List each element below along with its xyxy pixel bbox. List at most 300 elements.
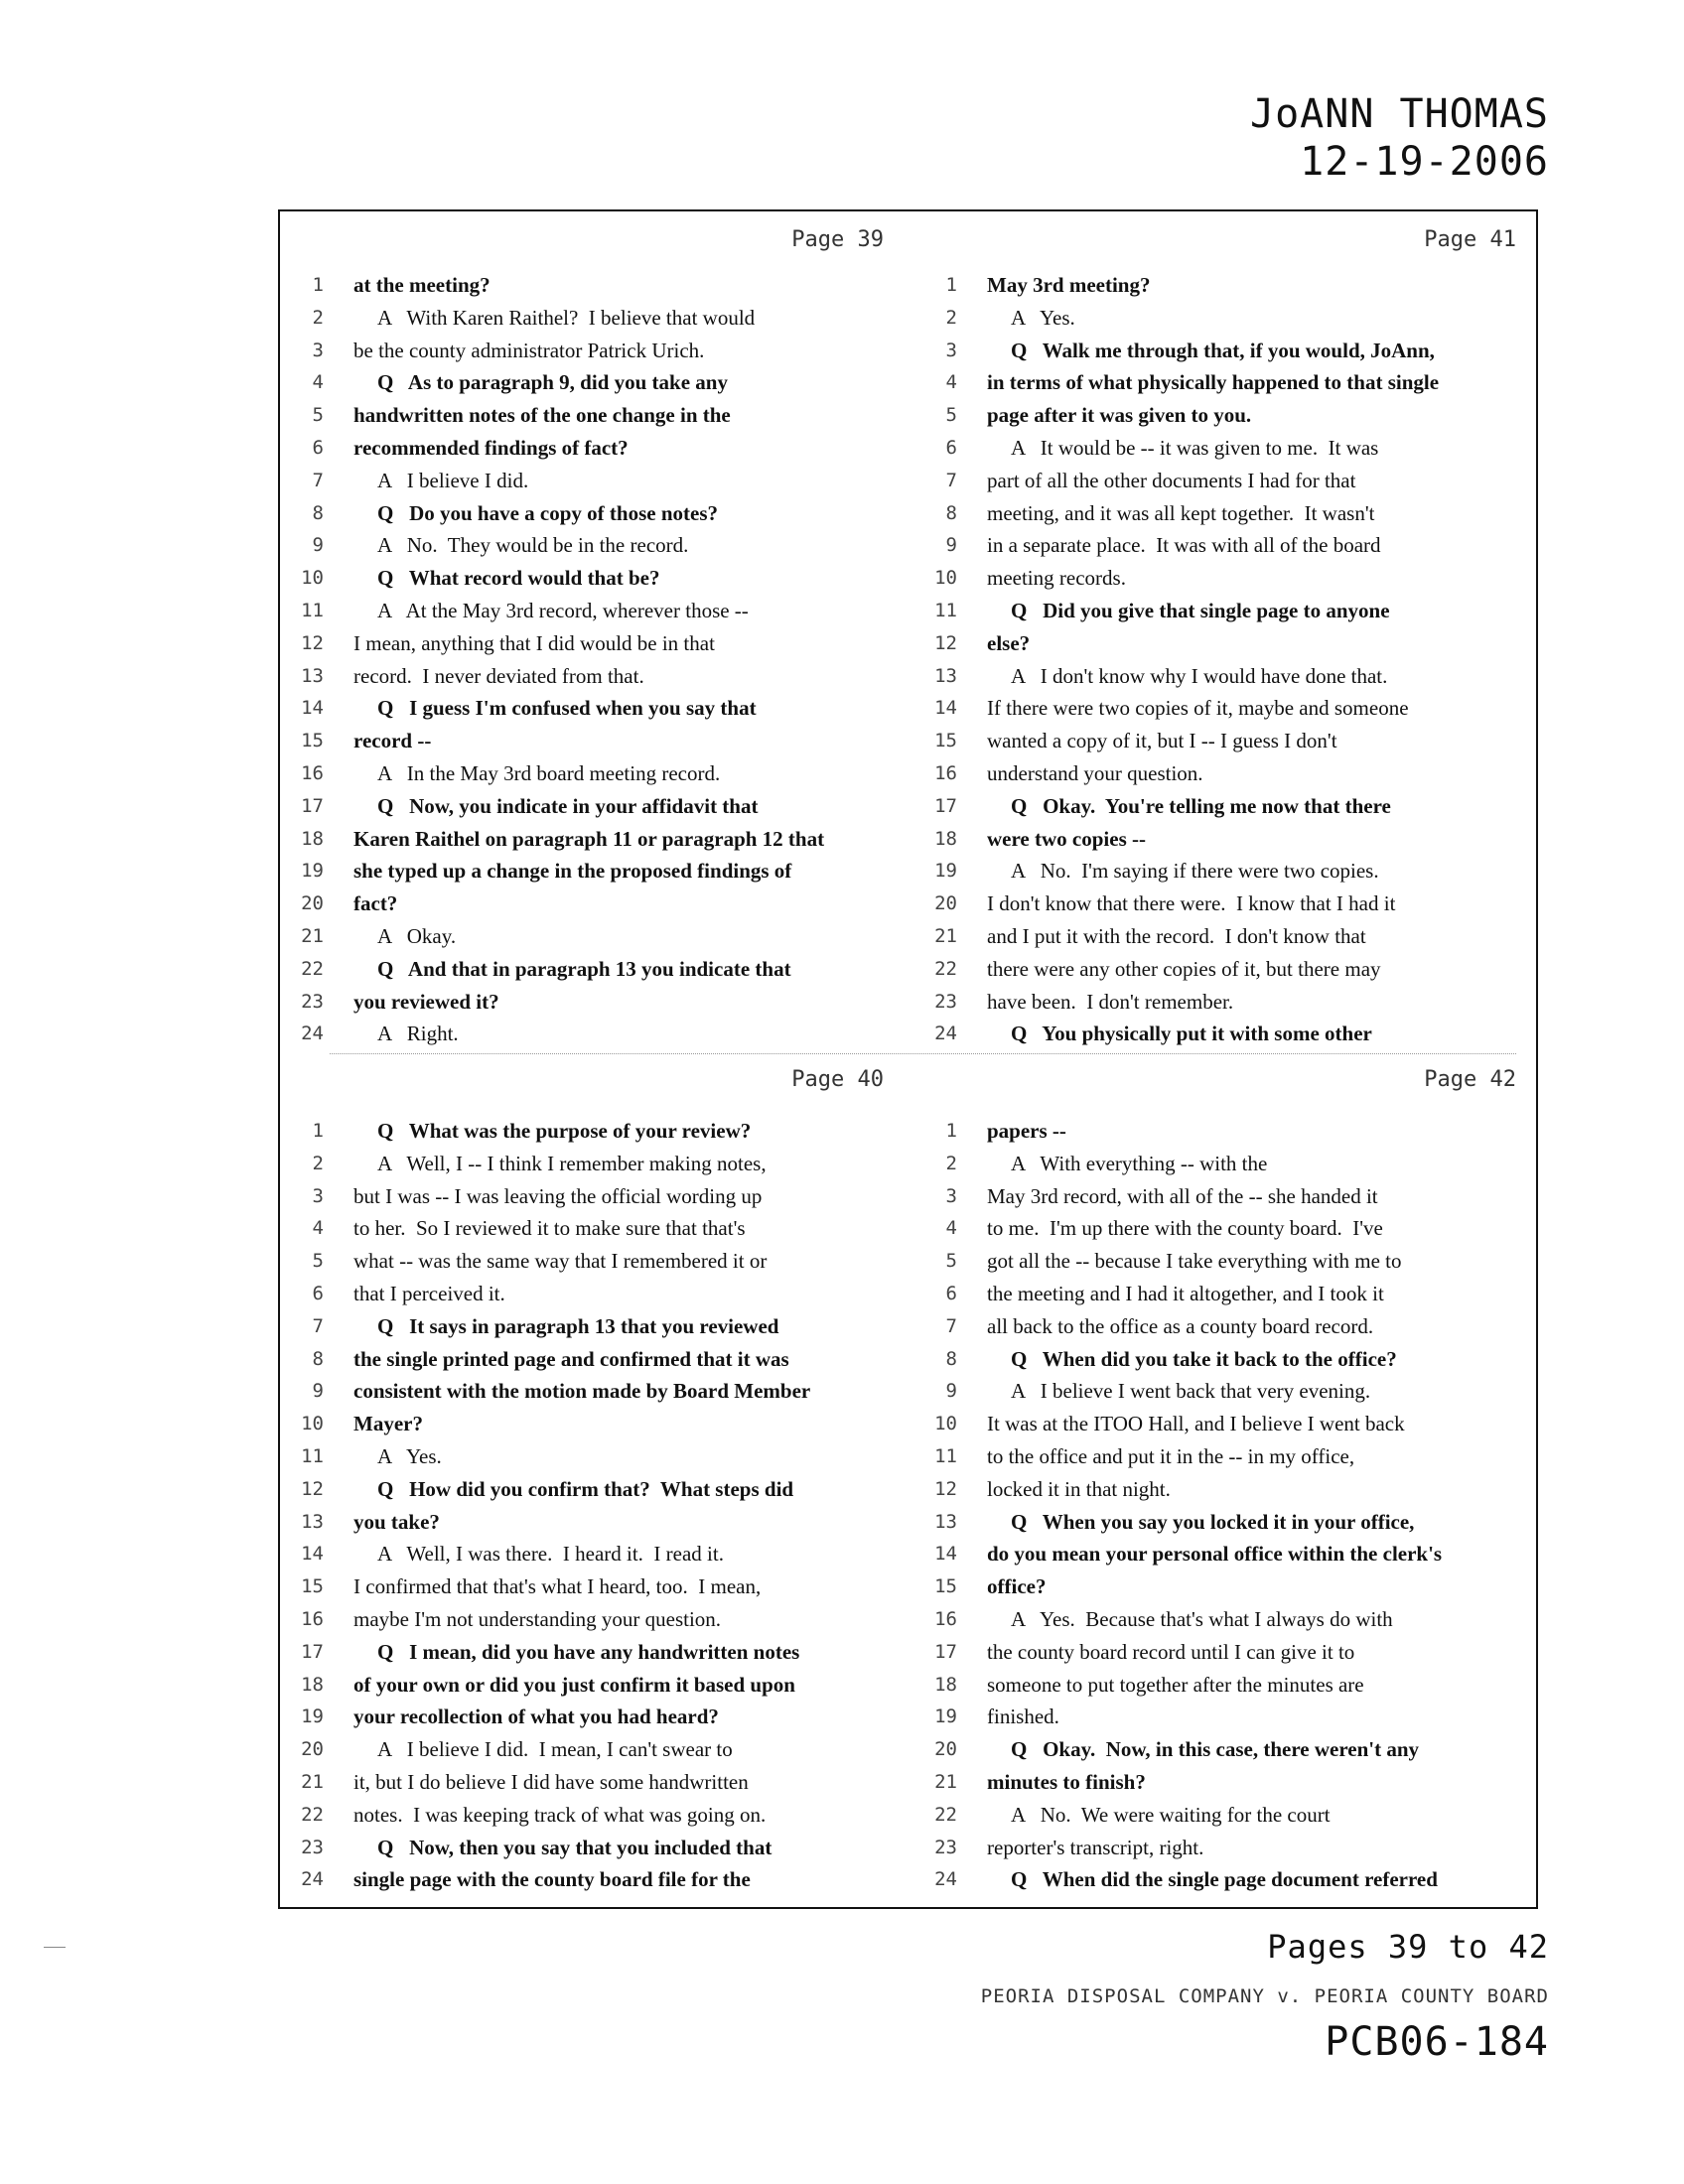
transcript-line	[294, 1278, 908, 1310]
transcript-line	[294, 1733, 908, 1766]
transcript-line	[294, 692, 908, 725]
line-number: 8	[945, 501, 957, 524]
line-number: 16	[301, 761, 324, 784]
line-text: A Yes.	[1011, 305, 1075, 330]
line-text: I mean, anything that I did would be in that	[353, 630, 715, 655]
line-text: the county board record until I can give it to	[987, 1639, 1355, 1664]
line-number: 11	[301, 599, 324, 621]
line-text: record. I never deviated from that.	[353, 663, 644, 688]
transcript-line	[927, 986, 1540, 1019]
transcript-line	[294, 335, 908, 367]
line-text: papers --	[987, 1119, 1066, 1143]
line-text: fact?	[353, 891, 398, 916]
line-text: wanted a copy of it, but I -- I guess I don't	[987, 729, 1337, 753]
line-number: 24	[934, 1023, 957, 1045]
line-text: Q When did you take it back to the office?	[1011, 1346, 1397, 1371]
line-number: 1	[945, 1120, 957, 1142]
line-text: have been. I don't remember.	[987, 989, 1234, 1014]
line-text: and I put it with the record. I don't know that	[987, 923, 1366, 948]
transcript-line	[294, 725, 908, 757]
line-text: A I don't know why I would have done that.	[1011, 663, 1388, 688]
line-number: 20	[934, 892, 957, 915]
transcript-line	[927, 953, 1540, 986]
line-number: 4	[312, 1217, 324, 1240]
transcript-line	[927, 1799, 1540, 1832]
margin-mark	[44, 1947, 66, 1948]
line-number: 22	[934, 1803, 957, 1826]
line-number: 24	[301, 1868, 324, 1891]
transcript-line	[294, 432, 908, 465]
line-text: A Well, I -- I think I remember making notes,	[377, 1151, 767, 1175]
transcript-box	[278, 209, 1538, 1909]
line-number: 12	[934, 1477, 957, 1500]
line-text: May 3rd record, with all of the -- she handed it	[987, 1183, 1378, 1208]
transcript-line	[927, 1408, 1540, 1440]
line-number: 13	[301, 1510, 324, 1533]
case-number: PCB06-184	[1325, 2019, 1549, 2065]
line-text: A No. They would be in the record.	[377, 533, 689, 558]
transcript-line	[927, 1278, 1540, 1310]
line-text: A Yes.	[377, 1443, 442, 1468]
page-lines	[294, 269, 908, 1050]
line-number: 9	[312, 534, 324, 557]
transcript-line	[294, 1473, 908, 1506]
line-number: 17	[934, 1640, 957, 1663]
transcript-line	[294, 920, 908, 953]
transcript-line	[927, 1343, 1540, 1376]
line-text: Q I mean, did you have any handwritten notes	[377, 1639, 800, 1664]
line-text: A I believe I went back that very evening.	[1011, 1379, 1371, 1404]
transcript-line	[927, 725, 1540, 757]
transcript-line	[927, 887, 1540, 920]
line-text: she typed up a change in the proposed findings of	[353, 859, 792, 884]
line-text: Q I guess I'm confused when you say that	[377, 696, 757, 721]
line-number: 13	[934, 1510, 957, 1533]
line-text: It was at the ITOO Hall, and I believe I went back	[987, 1412, 1405, 1436]
transcript-line	[294, 1538, 908, 1570]
line-number: 13	[301, 664, 324, 687]
line-number: 18	[301, 1673, 324, 1696]
transcript-line	[927, 920, 1540, 953]
line-number: 5	[945, 1250, 957, 1273]
line-text: got all the -- because I take everything with me to	[987, 1249, 1402, 1274]
line-number: 23	[301, 990, 324, 1013]
line-number: 15	[301, 730, 324, 752]
line-number: 14	[934, 1543, 957, 1566]
line-text: A With Karen Raithel? I believe that would	[377, 305, 756, 330]
line-text: page after it was given to you.	[987, 403, 1252, 428]
line-text: Q Okay. Now, in this case, there weren't any	[1011, 1737, 1420, 1762]
line-number: 18	[934, 827, 957, 850]
line-number: 4	[945, 1217, 957, 1240]
line-number: 14	[301, 697, 324, 720]
line-text: A It would be -- it was given to me. It was	[1011, 435, 1379, 460]
transcript-line	[294, 1245, 908, 1278]
line-number: 8	[945, 1347, 957, 1370]
line-text: maybe I'm not understanding your question.	[353, 1606, 722, 1631]
transcript-line	[294, 953, 908, 986]
line-number: 5	[312, 1250, 324, 1273]
line-text: to her. So I reviewed it to make sure that that's	[353, 1216, 746, 1241]
line-text: Q It says in paragraph 13 that you reviewed	[377, 1313, 779, 1338]
transcript-line	[927, 1538, 1540, 1570]
line-number: 15	[934, 730, 957, 752]
line-number: 11	[934, 599, 957, 621]
line-number: 8	[312, 1347, 324, 1370]
transcript-line	[294, 790, 908, 823]
line-number: 2	[945, 306, 957, 329]
transcript-line	[294, 1018, 908, 1050]
line-text: Q How did you confirm that? What steps did	[377, 1476, 794, 1501]
line-number: 10	[934, 1413, 957, 1435]
line-text: minutes to finish?	[987, 1769, 1146, 1794]
line-text: you take?	[353, 1509, 440, 1534]
line-text: Q Now, you indicate in your affidavit that	[377, 793, 759, 818]
line-text: part of all the other documents I had for that	[987, 468, 1356, 492]
line-number: 15	[934, 1575, 957, 1598]
transcript-line	[927, 302, 1540, 335]
line-text: Q What record would that be?	[377, 566, 660, 591]
line-number: 17	[301, 1640, 324, 1663]
line-text: meeting, and it was all kept together. It wasn't	[987, 500, 1375, 525]
line-number: 4	[945, 371, 957, 394]
line-number: 16	[301, 1607, 324, 1630]
line-text: office?	[987, 1574, 1047, 1599]
line-number: 19	[934, 1706, 957, 1728]
line-number: 5	[945, 404, 957, 427]
line-text: A In the May 3rd board meeting record.	[377, 760, 721, 785]
line-text: that I perceived it.	[353, 1281, 505, 1305]
line-text: A At the May 3rd record, wherever those --	[377, 598, 749, 622]
line-text: be the county administrator Patrick Urich.	[353, 338, 705, 362]
transcript-line	[294, 986, 908, 1019]
line-text: in a separate place. It was with all of the board	[987, 533, 1381, 558]
transcript-line	[927, 1440, 1540, 1473]
transcript-line	[927, 497, 1540, 530]
transcript-line	[294, 757, 908, 790]
line-text: there were any other copies of it, but there may	[987, 956, 1381, 981]
line-number: 2	[945, 1152, 957, 1174]
page-label: Page 40	[791, 1067, 884, 1092]
line-text: recommended findings of fact?	[353, 435, 629, 460]
witness-name: JoANN THOMAS	[1250, 91, 1549, 137]
line-text: the meeting and I had it altogether, and I took it	[987, 1281, 1384, 1305]
transcript-line	[927, 269, 1540, 302]
line-text: were two copies --	[987, 826, 1146, 851]
line-text: do you mean your personal office within the clerk's	[987, 1542, 1443, 1567]
line-text: A No. I'm saying if there were two copies.	[1011, 859, 1379, 884]
transcript-line	[294, 660, 908, 693]
case-caption: PEORIA DISPOSAL COMPANY v. PEORIA COUNTY BOARD	[980, 1985, 1549, 2007]
transcript-line	[927, 1148, 1540, 1180]
line-number: 3	[945, 339, 957, 361]
line-number: 9	[312, 1380, 324, 1403]
line-number: 23	[934, 1836, 957, 1858]
line-text: May 3rd meeting?	[987, 273, 1151, 297]
line-number: 22	[301, 1803, 324, 1826]
line-number: 5	[312, 404, 324, 427]
line-text: to the office and put it in the -- in my office,	[987, 1443, 1355, 1468]
transcript-page-39	[280, 211, 908, 1047]
line-number: 23	[934, 990, 957, 1013]
line-number: 1	[312, 1120, 324, 1142]
line-number: 6	[312, 1282, 324, 1304]
transcript-line	[294, 562, 908, 595]
transcript-line	[927, 1669, 1540, 1702]
line-number: 11	[934, 1444, 957, 1467]
line-number: 7	[312, 1314, 324, 1337]
transcript-line	[927, 855, 1540, 887]
line-number: 3	[312, 1184, 324, 1207]
transcript-line	[294, 823, 908, 856]
transcript-line	[927, 1603, 1540, 1636]
transcript-line	[927, 1375, 1540, 1408]
page-label: Page 42	[1424, 1067, 1516, 1092]
line-text: A Okay.	[377, 923, 457, 948]
line-number: 15	[301, 1575, 324, 1598]
transcript-line	[294, 302, 908, 335]
line-text: A Right.	[377, 1022, 459, 1046]
line-number: 13	[934, 664, 957, 687]
line-text: If there were two copies of it, maybe and someone	[987, 696, 1409, 721]
transcript-page-41	[908, 211, 1540, 1047]
transcript-line	[294, 1832, 908, 1864]
line-text: of your own or did you just confirm it based upon	[353, 1672, 795, 1697]
line-number: 22	[934, 957, 957, 980]
line-number: 2	[312, 1152, 324, 1174]
transcript-line	[927, 1018, 1540, 1050]
line-number: 21	[301, 1770, 324, 1793]
line-number: 7	[312, 469, 324, 491]
line-number: 7	[945, 469, 957, 491]
line-text: the single printed page and confirmed that it was	[353, 1346, 789, 1371]
line-text: someone to put together after the minutes are	[987, 1672, 1364, 1697]
page-label: Page 39	[791, 227, 884, 252]
transcript-line	[927, 660, 1540, 693]
line-number: 16	[934, 761, 957, 784]
line-number: 20	[934, 1738, 957, 1761]
line-number: 18	[934, 1673, 957, 1696]
line-text: reporter's transcript, right.	[987, 1835, 1204, 1859]
line-number: 6	[945, 436, 957, 459]
line-number: 4	[312, 371, 324, 394]
transcript-line	[927, 627, 1540, 660]
transcript-line	[927, 757, 1540, 790]
transcript-line	[927, 335, 1540, 367]
transcript-line	[294, 1799, 908, 1832]
line-number: 16	[934, 1607, 957, 1630]
transcript-line	[294, 1310, 908, 1343]
line-number: 21	[301, 924, 324, 947]
transcript-line	[927, 1180, 1540, 1213]
transcript-line	[927, 1310, 1540, 1343]
line-number: 9	[945, 1380, 957, 1403]
transcript-line	[294, 1180, 908, 1213]
line-text: it, but I do believe I did have some handwritten	[353, 1769, 749, 1794]
transcript-line	[294, 1636, 908, 1669]
transcript-line	[927, 562, 1540, 595]
line-text: notes. I was keeping track of what was going on.	[353, 1802, 767, 1827]
line-text: Q You physically put it with some other	[1011, 1022, 1372, 1046]
line-text: handwritten notes of the one change in the	[353, 403, 731, 428]
line-number: 3	[945, 1184, 957, 1207]
transcript-line	[294, 1603, 908, 1636]
transcript-line	[294, 1343, 908, 1376]
line-text: in terms of what physically happened to that single	[987, 370, 1440, 395]
line-number: 22	[301, 957, 324, 980]
transcript-line	[927, 1701, 1540, 1733]
transcript-line	[294, 1212, 908, 1245]
transcript-line	[927, 1863, 1540, 1896]
line-text: at the meeting?	[353, 273, 491, 297]
line-text: A I believe I did.	[377, 468, 529, 492]
line-number: 20	[301, 1738, 324, 1761]
transcript-line	[294, 1863, 908, 1896]
line-text: but I was -- I was leaving the official wording up	[353, 1183, 763, 1208]
page-divider	[330, 1053, 1516, 1054]
transcript-page-42	[908, 1057, 1540, 1907]
transcript-line	[927, 465, 1540, 497]
line-number: 12	[934, 631, 957, 654]
line-text: Q And that in paragraph 13 you indicate that	[377, 956, 791, 981]
line-text: I don't know that there were. I know that I had it	[987, 891, 1396, 916]
line-text: Q Did you give that single page to anyone	[1011, 598, 1390, 622]
line-number: 8	[312, 501, 324, 524]
transcript-line	[294, 627, 908, 660]
line-number: 17	[934, 794, 957, 817]
line-number: 21	[934, 924, 957, 947]
line-number: 14	[301, 1543, 324, 1566]
line-text: finished.	[987, 1705, 1059, 1729]
transcript-line	[294, 1506, 908, 1539]
transcript-line	[294, 1701, 908, 1733]
page-lines	[294, 1115, 908, 1896]
line-text: Q Now, then you say that you included that	[377, 1835, 772, 1859]
line-number: 1	[945, 274, 957, 296]
transcript-line	[294, 269, 908, 302]
transcript-line	[294, 465, 908, 497]
transcript-line	[927, 1506, 1540, 1539]
transcript-line	[927, 1766, 1540, 1799]
line-text: A Well, I was there. I heard it. I read it.	[377, 1542, 724, 1567]
transcript-page-40	[280, 1057, 908, 1907]
transcript-line	[294, 887, 908, 920]
line-text: all back to the office as a county board record.	[987, 1313, 1374, 1338]
transcript-line	[927, 1473, 1540, 1506]
line-text: single page with the county board file for the	[353, 1867, 751, 1892]
line-text: A I believe I did. I mean, I can't swear to	[377, 1737, 733, 1762]
transcript-line	[294, 497, 908, 530]
line-text: meeting records.	[987, 566, 1126, 591]
transcript-line	[927, 366, 1540, 399]
line-number: 6	[312, 436, 324, 459]
transcript-line	[927, 595, 1540, 627]
line-number: 20	[301, 892, 324, 915]
line-number: 23	[301, 1836, 324, 1858]
line-number: 18	[301, 827, 324, 850]
line-number: 7	[945, 1314, 957, 1337]
line-number: 2	[312, 306, 324, 329]
line-text: your recollection of what you had heard?	[353, 1705, 719, 1729]
transcript-line	[927, 692, 1540, 725]
transcript-line	[927, 1212, 1540, 1245]
line-number: 24	[301, 1023, 324, 1045]
line-number: 3	[312, 339, 324, 361]
line-text: you reviewed it?	[353, 989, 499, 1014]
line-number: 17	[301, 794, 324, 817]
transcript-line	[294, 1115, 908, 1148]
line-number: 10	[934, 567, 957, 590]
transcript-line	[927, 823, 1540, 856]
transcript-line	[927, 790, 1540, 823]
transcript-line	[294, 1375, 908, 1408]
line-number: 19	[934, 860, 957, 883]
transcript-line	[927, 1570, 1540, 1603]
line-text: to me. I'm up there with the county board. I've	[987, 1216, 1383, 1241]
line-number: 6	[945, 1282, 957, 1304]
line-number: 12	[301, 631, 324, 654]
transcript-line	[927, 1636, 1540, 1669]
line-text: locked it in that night.	[987, 1476, 1171, 1501]
transcript-line	[927, 399, 1540, 432]
line-number: 12	[301, 1477, 324, 1500]
line-text: Q When you say you locked it in your office,	[1011, 1509, 1415, 1534]
line-number: 14	[934, 697, 957, 720]
line-number: 19	[301, 1706, 324, 1728]
line-text: else?	[987, 630, 1031, 655]
line-text: Mayer?	[353, 1412, 423, 1436]
transcript-line	[927, 1245, 1540, 1278]
line-number: 24	[934, 1868, 957, 1891]
line-number: 9	[945, 534, 957, 557]
transcript-line	[294, 1440, 908, 1473]
pages-range: Pages 39 to 42	[1267, 1928, 1549, 1966]
line-number: 1	[312, 274, 324, 296]
line-text: A With everything -- with the	[1011, 1151, 1268, 1175]
transcript-line	[294, 1766, 908, 1799]
line-number: 10	[301, 567, 324, 590]
line-text: Q Okay. You're telling me now that there	[1011, 793, 1391, 818]
line-text: Q As to paragraph 9, did you take any	[377, 370, 728, 395]
transcript-line	[294, 855, 908, 887]
line-text: understand your question.	[987, 760, 1203, 785]
transcript-line	[294, 595, 908, 627]
line-text: Q Do you have a copy of those notes?	[377, 500, 719, 525]
line-number: 19	[301, 860, 324, 883]
transcript-line	[294, 1408, 908, 1440]
transcript-line	[927, 432, 1540, 465]
line-text: consistent with the motion made by Board Member	[353, 1379, 811, 1404]
transcript-line	[294, 399, 908, 432]
transcript-line	[294, 366, 908, 399]
transcript-line	[294, 1148, 908, 1180]
page-label: Page 41	[1424, 227, 1516, 252]
line-number: 21	[934, 1770, 957, 1793]
line-text: A Yes. Because that's what I always do with	[1011, 1606, 1393, 1631]
deposition-date: 12-19-2006	[1300, 139, 1549, 185]
transcript-line	[294, 1570, 908, 1603]
line-number: 10	[301, 1413, 324, 1435]
transcript-line	[294, 1669, 908, 1702]
line-text: what -- was the same way that I remembered it or	[353, 1249, 768, 1274]
transcript-line	[927, 1832, 1540, 1864]
transcript-line	[927, 1115, 1540, 1148]
page-lines	[927, 1115, 1540, 1896]
transcript-line	[927, 529, 1540, 562]
line-text: record --	[353, 729, 432, 753]
line-number: 11	[301, 1444, 324, 1467]
line-text: Karen Raithel on paragraph 11 or paragraph 12 that	[353, 826, 825, 851]
